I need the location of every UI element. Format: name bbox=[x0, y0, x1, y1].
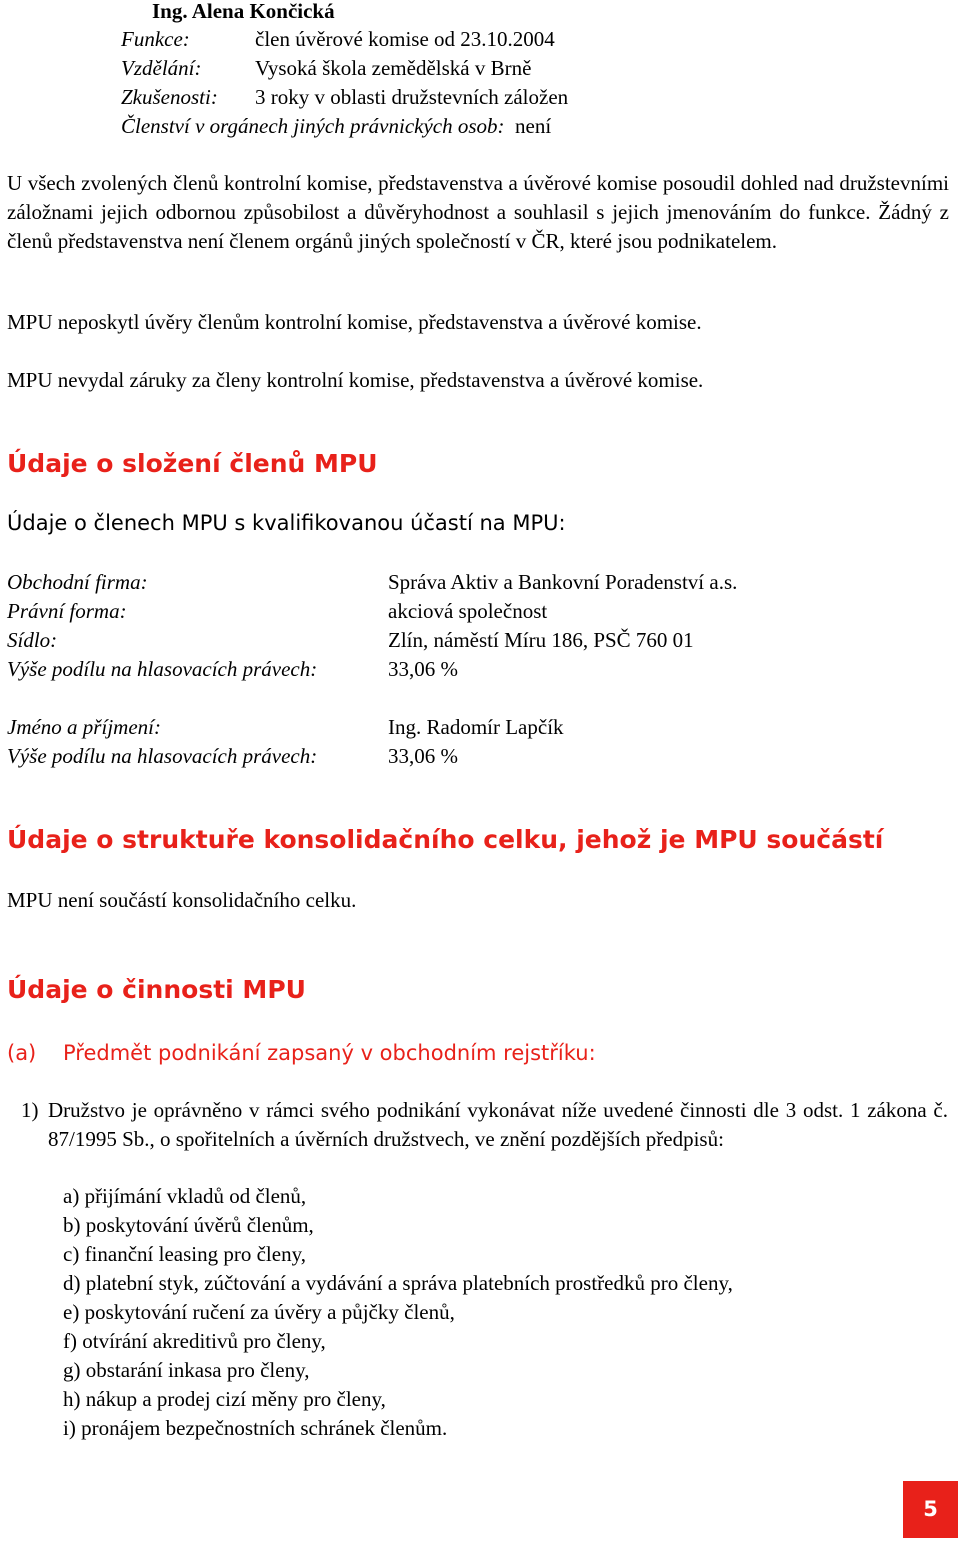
function-label: Funkce: bbox=[121, 27, 190, 51]
activity-heading: Údaje o činnosti MPU bbox=[7, 975, 306, 1004]
membership-label: Členství v orgánech jiných právnických osob: bbox=[121, 114, 505, 138]
list-item: g) obstarání inkasa pro členy, bbox=[63, 1358, 310, 1382]
person-name: Ing. Alena Končická bbox=[152, 0, 335, 23]
structure-text: MPU není součástí konsolidačního celku. bbox=[7, 888, 357, 912]
seat-value: Zlín, náměstí Míru 186, PSČ 760 01 bbox=[388, 628, 694, 652]
list-item: h) nákup a prodej cizí měny pro členy, bbox=[63, 1387, 386, 1411]
membership-row bbox=[121, 112, 551, 141]
no-loans-paragraph: MPU neposkytl úvěry členům kontrolní komise, představenstva a úvěrové komise. bbox=[7, 310, 702, 334]
activity-list bbox=[63, 1182, 733, 1443]
list-item: b) poskytování úvěrů členům, bbox=[63, 1213, 314, 1237]
education-value: Vysoká škola zemědělská v Brně bbox=[255, 56, 532, 80]
supervision-paragraph: U všech zvolených členů kontrolní komise, představenstva a úvěrové komise posoudil dohled nad družstevními záložnami jejich odbornou způsobilost a důvěryhodnost a souhlasil s jejich jmenováním do funkce. Žádný z členů představenstva není členem orgánů jiných společností v ČR, které jsou podnikatelem. bbox=[7, 171, 949, 253]
person-name-value: Ing. Radomír Lapčík bbox=[388, 715, 564, 739]
item-number: 1) bbox=[21, 1098, 39, 1122]
page-number: 5 bbox=[903, 1481, 958, 1538]
list-item: i) pronájem bezpečnostních schránek členům. bbox=[63, 1416, 448, 1440]
item-text: Družstvo je oprávněno v rámci svého podnikání vykonávat níže uvedené činnosti dle 3 odst. 1 zákona č. 87/1995 Sb., o spořitelních a úvěrních družstvech, ve znění pozdějších předpisů: bbox=[48, 1098, 948, 1151]
list-item: e) poskytování ručení za úvěry a půjčky členů, bbox=[63, 1300, 455, 1324]
members-subheading: Údaje o členech MPU s kvalifikovanou účastí na MPU: bbox=[7, 511, 566, 535]
firm-label: Obchodní firma: bbox=[7, 570, 148, 594]
structure-heading: Údaje o struktuře konsolidačního celku, jehož je MPU součástí bbox=[7, 825, 884, 854]
function-value: člen úvěrové komise od 23.10.2004 bbox=[255, 27, 555, 51]
experience-value: 3 roky v oblasti družstevních záložen bbox=[255, 85, 569, 109]
activity-sub-marker: (a) bbox=[7, 1041, 37, 1065]
members-heading: Údaje o složení členů MPU bbox=[7, 449, 378, 478]
company-share-label: Výše podílu na hlasovacích právech: bbox=[7, 657, 318, 681]
membership-value: není bbox=[515, 114, 552, 138]
list-item: a) přijímání vkladů od členů, bbox=[63, 1184, 307, 1208]
seat-label: Sídlo: bbox=[7, 628, 58, 652]
list-item: d) platební styk, zúčtování a vydávání a správa platebních prostředků pro členy, bbox=[63, 1271, 733, 1295]
education-label: Vzdělání: bbox=[121, 56, 202, 80]
legal-form-value: akciová společnost bbox=[388, 599, 548, 623]
firm-value: Správa Aktiv a Bankovní Poradenství a.s. bbox=[388, 570, 738, 594]
person-share-value: 33,06 % bbox=[388, 744, 458, 768]
experience-label: Zkušenosti: bbox=[121, 85, 218, 109]
legal-form-label: Právní forma: bbox=[7, 599, 127, 623]
no-guarantees-paragraph: MPU nevydal záruky za členy kontrolní komise, představenstva a úvěrové komise. bbox=[7, 368, 704, 392]
person-share-label: Výše podílu na hlasovacích právech: bbox=[7, 744, 318, 768]
list-item: c) finanční leasing pro členy, bbox=[63, 1242, 306, 1266]
list-item: f) otvírání akreditivů pro členy, bbox=[63, 1329, 326, 1353]
person-name-label: Jméno a příjmení: bbox=[7, 715, 161, 739]
company-share-value: 33,06 % bbox=[388, 657, 458, 681]
activity-subheading: Předmět podnikání zapsaný v obchodním rejstříku: bbox=[63, 1041, 596, 1065]
